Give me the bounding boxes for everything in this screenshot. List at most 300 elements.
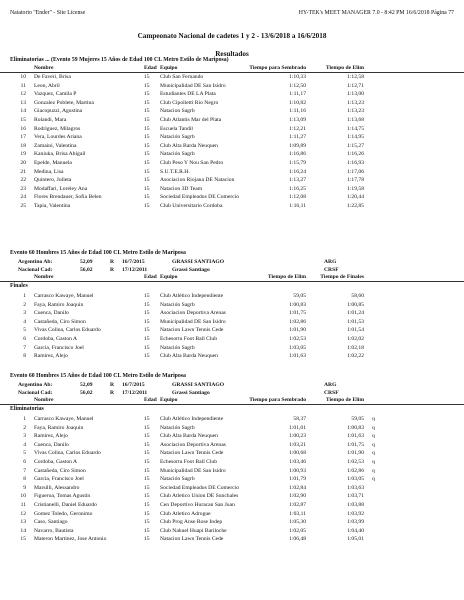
col-name-header: Nombre <box>34 274 54 280</box>
swimmer-name-cell: Figueroa, Tomas Agustín <box>34 493 91 500</box>
record-field: Grassi Santiago <box>172 390 210 396</box>
place-cell: 12 <box>20 91 26 98</box>
col-name-header: Nombre <box>34 397 54 403</box>
qualifier-mark: q <box>372 441 375 448</box>
result-time-cell: 1:16,26 <box>347 151 364 158</box>
record-field: Argentino Ab: <box>18 259 53 265</box>
record-field: CRSF <box>324 390 339 396</box>
record-field: Argentino Ab: <box>18 382 53 388</box>
swimmer-name-cell: De Faveri, Brisa <box>34 74 71 80</box>
record-field: 56,02 <box>80 267 93 273</box>
place-cell: 24 <box>20 194 26 201</box>
place-cell: 8 <box>23 353 26 360</box>
age-cell: 15 <box>144 91 150 98</box>
seed-time-cell: 1:01,75 <box>289 310 306 317</box>
swimmer-name-cell: Flores Brendauer, Sofia Belen <box>34 194 102 201</box>
result-time-cell: 1:22,85 <box>347 203 364 209</box>
result-time-cell: 1:00,85 <box>347 301 364 308</box>
swimmer-name-cell: Vera, Lourdes Ariana <box>34 134 82 141</box>
seed-time-cell: 1:01,90 <box>289 327 306 334</box>
place-cell: 20 <box>20 160 26 166</box>
age-cell: 15 <box>144 74 150 80</box>
age-cell: 15 <box>144 203 150 209</box>
seed-time-cell: 1:03,21 <box>289 441 306 448</box>
record-field: 52,09 <box>80 382 93 388</box>
table-row <box>0 301 464 309</box>
table-row <box>0 510 464 518</box>
record-argentino <box>0 381 464 389</box>
record-field: 17/12/2011 <box>122 390 148 396</box>
result-time-cell: 1:03,71 <box>347 493 364 500</box>
seed-time-cell: 1:01,63 <box>289 353 306 360</box>
place-cell: 11 <box>20 502 26 508</box>
age-cell: 15 <box>144 82 150 89</box>
result-time-cell: 1:13,00 <box>347 91 364 98</box>
col-seed-header: Tiempo de Elim <box>267 274 306 280</box>
record-field: 52,09 <box>80 259 93 265</box>
seed-time-cell: 1:02,05 <box>289 527 306 534</box>
col-name-header: Nombre <box>34 65 54 71</box>
record-field: 16/7/2015 <box>122 382 145 388</box>
qualifier-mark: q <box>372 433 375 440</box>
table-row <box>0 424 464 432</box>
table-row <box>0 99 464 107</box>
place-cell: 3 <box>23 310 26 317</box>
team-cell: Municipalidad DE San Isidro <box>160 318 226 325</box>
team-cell: Asociacion Riojana DE Natacion <box>160 177 235 184</box>
team-cell: Club Nahuel Huapi Bariloche <box>160 527 227 534</box>
place-cell: 14 <box>20 108 26 115</box>
table-row <box>0 492 464 500</box>
seed-time-cell: 1:02,86 <box>289 318 306 325</box>
table-row <box>0 432 464 440</box>
place-cell: 22 <box>20 177 26 184</box>
seed-time-cell: 1:12,21 <box>289 125 306 132</box>
table-row <box>0 193 464 201</box>
seed-time-cell: 1:01,01 <box>289 424 306 431</box>
place-cell: 23 <box>20 185 26 192</box>
team-cell: Club San Fernando <box>160 74 204 80</box>
team-cell: Municipalidad DE San Isidro <box>160 82 226 89</box>
age-cell: 15 <box>144 168 150 175</box>
result-time-cell: 1:04,40 <box>347 527 364 534</box>
place-cell: 19 <box>20 151 26 158</box>
age-cell: 15 <box>144 493 150 500</box>
result-time-cell: 1:01,53 <box>347 318 364 325</box>
age-cell: 15 <box>144 353 150 360</box>
result-time-cell: 1:01,63 <box>347 433 364 440</box>
age-cell: 15 <box>144 433 150 440</box>
team-cell: Natacion Lawn Tennis Cede <box>160 450 224 457</box>
team-cell: Asociacion Deportiva Arenas <box>160 441 226 448</box>
record-field: CRSF <box>324 267 339 273</box>
seed-time-cell: 58,37 <box>293 416 306 422</box>
result-time-cell: 1:13,68 <box>347 117 364 123</box>
finals-section-label: Finales <box>10 283 28 289</box>
table-row <box>0 352 464 360</box>
age-cell: 15 <box>144 424 150 431</box>
age-cell: 15 <box>144 318 150 325</box>
swimmer-name-cell: Gomez Toledo, Geronimo <box>34 510 93 517</box>
result-time-cell: 1:05,01 <box>347 536 364 543</box>
age-cell: 15 <box>144 293 150 299</box>
result-time-cell: 1:13,23 <box>347 108 364 115</box>
place-cell: 7 <box>23 467 26 474</box>
place-cell: 16 <box>20 125 26 132</box>
qualifier-mark: q <box>372 476 375 483</box>
age-cell: 15 <box>144 441 150 448</box>
team-cell: Club Alta Barda Neuquen <box>160 353 218 360</box>
team-cell: Natación Sagrb <box>160 344 195 351</box>
column-header-row <box>0 396 464 405</box>
age-cell: 15 <box>144 536 150 543</box>
col-seed-header: Tiempo para Sembrado <box>249 65 306 71</box>
place-cell: 14 <box>20 527 26 534</box>
place-cell: 1 <box>23 293 26 299</box>
team-cell: Club Atlantis Mar del Plata <box>160 117 222 123</box>
column-header-row <box>0 273 464 282</box>
table-row <box>0 415 464 423</box>
age-cell: 15 <box>144 185 150 192</box>
result-time-cell: 1:17,78 <box>347 177 364 184</box>
swimmer-name-cell: Modaffari, Loreley Ana <box>34 185 88 192</box>
seed-time-cell: 1:12,08 <box>289 194 306 201</box>
table-row <box>0 150 464 158</box>
result-time-cell: 1:12,58 <box>347 74 364 80</box>
result-time-cell: 1:15,27 <box>347 142 364 149</box>
result-time-cell: 1:02,22 <box>347 353 364 360</box>
place-cell: 5 <box>23 450 26 457</box>
age-cell: 15 <box>144 344 150 351</box>
seed-time-cell: 1:09,89 <box>289 142 306 149</box>
table-row <box>0 344 464 352</box>
table-row <box>0 125 464 133</box>
seed-time-cell: 1:11,17 <box>289 91 306 98</box>
col-team-header: Equipo <box>160 65 178 71</box>
swimmer-name-cell: Cordoba, Gaston A <box>34 459 78 465</box>
seed-time-cell: 1:03,11 <box>289 510 306 517</box>
result-time-cell: 1:19,58 <box>347 185 364 192</box>
age-cell: 15 <box>144 416 150 422</box>
seed-time-cell: 1:02,53 <box>289 336 306 342</box>
result-time-cell: 1:02,02 <box>347 336 364 342</box>
team-cell: Natacion Lawn Tennis Cede <box>160 536 224 543</box>
swimmer-name-cell: Vivas Colina, Carlos Eduardo <box>34 327 101 334</box>
record-field: ARG <box>324 259 337 265</box>
result-time-cell: 1:01,90 <box>347 450 364 457</box>
result-time-cell: 1:16,93 <box>347 160 364 166</box>
col-result-header: Tiempo de Elim <box>325 397 364 403</box>
result-time-cell: 59,05 <box>351 416 364 422</box>
age-cell: 15 <box>144 327 150 334</box>
age-cell: 15 <box>144 125 150 132</box>
seed-time-cell: 59,05 <box>293 293 306 299</box>
table-row <box>0 185 464 193</box>
swimmer-name-cell: Tapia, Valentina <box>34 203 71 209</box>
seed-time-cell: 1:13,27 <box>289 177 306 184</box>
seed-time-cell: 1:01,79 <box>289 476 306 483</box>
table-row <box>0 441 464 449</box>
place-cell: 10 <box>20 74 26 80</box>
swimmer-name-cell: Garcia, Francisco Joel <box>34 344 84 351</box>
table-row <box>0 90 464 98</box>
col-team-header: Equipo <box>160 397 178 403</box>
place-cell: 15 <box>20 117 26 123</box>
seed-time-cell: 1:13,09 <box>289 117 306 123</box>
age-cell: 15 <box>144 310 150 317</box>
swimmer-name-cell: Giacopuzzi, Agustina <box>34 108 83 115</box>
record-field: 56,02 <box>80 390 93 396</box>
result-time-cell: 1:12,71 <box>347 82 364 89</box>
age-cell: 15 <box>144 99 150 106</box>
age-cell: 15 <box>144 484 150 491</box>
place-cell: 17 <box>20 134 26 141</box>
results-heading: Resultados <box>215 50 249 58</box>
place-cell: 2 <box>23 424 26 431</box>
result-time-cell: 1:01,75 <box>347 441 364 448</box>
swimmer-name-cell: Vazquez, Camila P <box>34 91 77 98</box>
team-cell: Club Atletico Adrogue <box>160 510 211 517</box>
table-row <box>0 501 464 509</box>
seed-time-cell: 1:00,68 <box>289 450 306 457</box>
record-field: R <box>110 267 115 273</box>
swimmer-name-cell: Faya, Ramiro Joaquin <box>34 301 84 308</box>
place-cell: 18 <box>20 142 26 149</box>
seed-time-cell: 1:16,24 <box>289 168 306 175</box>
table-row <box>0 318 464 326</box>
license-text: Natatorio "Ender" - Site License <box>10 10 86 16</box>
seed-time-cell: 1:03,46 <box>289 459 306 465</box>
age-cell: 15 <box>144 527 150 534</box>
team-cell: Asociacion Deportiva Arenas <box>160 310 226 317</box>
place-cell: 2 <box>23 301 26 308</box>
seed-time-cell: 1:16,25 <box>289 185 306 192</box>
place-cell: 6 <box>23 336 26 342</box>
swimmer-name-cell: Faya, Ramiro Joaquin <box>34 424 84 431</box>
result-time-cell: 1:03,88 <box>347 502 364 508</box>
team-cell: Natación Sagrb <box>160 424 195 431</box>
swimmer-name-cell: Epelde, Manuela <box>34 160 72 166</box>
seed-time-cell: 1:12,50 <box>289 82 306 89</box>
seed-time-cell: 1:05,30 <box>289 519 306 526</box>
record-field: R <box>110 259 115 265</box>
swimmer-name-cell: Marsilli, Alessandro <box>34 484 80 491</box>
record-field: 17/12/2011 <box>122 267 148 273</box>
col-result-header: Tiempo de Finales <box>320 274 364 280</box>
team-cell: Natación Sagrb <box>160 476 195 483</box>
col-team-header: Equipo <box>160 274 178 280</box>
col-age-header: Edad <box>144 397 157 403</box>
qualifier-mark: q <box>372 416 375 422</box>
swimmer-name-cell: Materon Martinez, Jose Antonio <box>34 536 107 543</box>
team-cell: Estudiantes DE LA Plata <box>160 91 216 98</box>
swimmer-name-cell: Garcia, Francisco Joel <box>34 476 84 483</box>
result-time-cell: 1:01,54 <box>347 327 364 334</box>
table-row <box>0 142 464 150</box>
swimmer-name-cell: Cristianelli, Daniel Eduardo <box>34 502 97 508</box>
age-cell: 15 <box>144 177 150 184</box>
team-cell: Municipalidad DE San Isidro <box>160 467 226 474</box>
age-cell: 15 <box>144 151 150 158</box>
table-row <box>0 518 464 526</box>
swimmer-name-cell: Medina, Lisa <box>34 168 64 175</box>
team-cell: Club Prog Anse Rose Indep <box>160 519 223 526</box>
record-field: GRASSI SANTIAGO <box>172 259 225 265</box>
table-row <box>0 475 464 483</box>
result-time-cell: 1:01,24 <box>347 310 364 317</box>
event60-prelims-title: Evento 60 Hombres 15 Años de Edad 100 CL Metro Estilo de Mariposa <box>10 373 186 379</box>
record-field: ARG <box>324 382 337 388</box>
result-time-cell: 1:00,83 <box>347 424 364 431</box>
table-row <box>0 309 464 317</box>
team-cell: Club Universitario Cordoba <box>160 203 223 209</box>
result-time-cell: 1:03,92 <box>347 510 364 517</box>
place-cell: 7 <box>23 344 26 351</box>
table-row <box>0 484 464 492</box>
place-cell: 5 <box>23 327 26 334</box>
place-cell: 15 <box>20 536 26 543</box>
age-cell: 15 <box>144 510 150 517</box>
team-cell: Natacion 3D Team <box>160 185 203 192</box>
team-cell: Club Atlético Independiente <box>160 293 224 299</box>
qualifier-mark: q <box>372 467 375 474</box>
seed-time-cell: 1:11,27 <box>289 134 306 141</box>
team-cell: Cen Deportivo Huracan San Juan <box>160 502 235 508</box>
team-cell: Sociedad Empleados DE Comercio <box>160 484 240 491</box>
team-cell: Club Atlético Independiente <box>160 416 224 422</box>
record-field: GRASSI SANTIAGO <box>172 382 225 388</box>
table-row <box>0 73 464 81</box>
team-cell: S.U.T.E.R.H. <box>160 168 190 175</box>
swimmer-name-cell: Cuenca, Danilo <box>34 310 69 317</box>
seed-time-cell: 1:10,33 <box>289 74 306 80</box>
record-field: Nacional Cad: <box>18 390 53 396</box>
table-row <box>0 168 464 176</box>
result-time-cell: 1:13,23 <box>347 99 364 106</box>
seed-time-cell: 1:16,11 <box>289 203 306 209</box>
age-cell: 15 <box>144 336 150 342</box>
age-cell: 15 <box>144 134 150 141</box>
place-cell: 13 <box>20 519 26 526</box>
record-field: 16/7/2015 <box>122 259 145 265</box>
result-time-cell: 1:03,05 <box>347 476 364 483</box>
place-cell: 13 <box>20 99 26 106</box>
result-time-cell: 1:17,06 <box>347 168 364 175</box>
table-row <box>0 449 464 457</box>
place-cell: 4 <box>23 318 26 325</box>
seed-time-cell: 1:02,90 <box>289 493 306 500</box>
record-field: R <box>110 382 115 388</box>
record-argentino <box>0 258 464 266</box>
swimmer-name-cell: Ramirez, Alejo <box>34 353 68 360</box>
result-time-cell: 1:03,99 <box>347 519 364 526</box>
place-cell: 1 <box>23 416 26 422</box>
age-cell: 15 <box>144 519 150 526</box>
place-cell: 6 <box>23 459 26 465</box>
seed-time-cell: 1:00,83 <box>289 301 306 308</box>
swimmer-name-cell: Navarro, Bautista <box>34 527 74 534</box>
col-age-header: Edad <box>144 274 157 280</box>
age-cell: 15 <box>144 194 150 201</box>
table-row <box>0 176 464 184</box>
table-row <box>0 527 464 535</box>
team-cell: Sociedad Empleados DE Comercio <box>160 194 240 201</box>
table-row <box>0 535 464 543</box>
age-cell: 15 <box>144 142 150 149</box>
age-cell: 15 <box>144 459 150 465</box>
place-cell: 25 <box>20 203 26 209</box>
table-row <box>0 107 464 115</box>
age-cell: 15 <box>144 108 150 115</box>
swimmer-name-cell: Vivas Colina, Carlos Eduardo <box>34 450 101 457</box>
table-row <box>0 202 464 210</box>
table-row <box>0 159 464 167</box>
result-time-cell: 1:14,95 <box>347 134 364 141</box>
team-cell: Club Alta Barda Neuquen <box>160 142 218 149</box>
record-field: Grassi Santiago <box>172 267 210 273</box>
swimmer-name-cell: Kaniuka, Brisa Abigail <box>34 151 86 158</box>
team-cell: Club Cipolletti Rio Negro <box>160 99 219 106</box>
result-time-cell: 1:20,44 <box>347 194 364 201</box>
age-cell: 15 <box>144 450 150 457</box>
age-cell: 15 <box>144 160 150 166</box>
seed-time-cell: 1:03,05 <box>289 344 306 351</box>
swimmer-name-cell: Leon, Abril <box>34 82 60 89</box>
age-cell: 15 <box>144 301 150 308</box>
seed-time-cell: 1:16,86 <box>289 151 306 158</box>
place-cell: 3 <box>23 433 26 440</box>
col-seed-header: Tiempo para Sembrado <box>249 397 306 403</box>
team-cell: Echesortu Foot Ball Club <box>160 459 218 465</box>
swimmer-name-cell: Castañeda, Ciro Simon <box>34 318 86 325</box>
result-time-cell: 1:03,63 <box>347 484 364 491</box>
record-field: R <box>110 390 115 396</box>
seed-time-cell: 1:10,82 <box>289 99 306 106</box>
swimmer-name-cell: Caso, Santiago <box>34 519 68 526</box>
table-row <box>0 292 464 300</box>
table-row <box>0 458 464 466</box>
swimmer-name-cell: Gonzalez Poblete, Martina <box>34 99 94 106</box>
swimmer-name-cell: Carrasco Kawaye, Manuel <box>34 416 94 422</box>
place-cell: 9 <box>23 484 26 491</box>
prelims-section-label: Eliminatorias <box>10 406 44 412</box>
seed-time-cell: 1:02,84 <box>289 484 306 491</box>
team-cell: Escuela Tandil <box>160 125 193 132</box>
table-row <box>0 326 464 334</box>
seed-time-cell: 1:02,87 <box>289 502 306 508</box>
swimmer-name-cell: Cordoba, Gaston A <box>34 336 78 342</box>
swimmer-name-cell: Castañeda, Ciro Simon <box>34 467 86 474</box>
column-header-row <box>0 64 464 73</box>
table-row <box>0 82 464 90</box>
table-row <box>0 335 464 343</box>
result-time-cell: 1:02,86 <box>347 467 364 474</box>
result-time-cell: 1:14,75 <box>347 125 364 132</box>
seed-time-cell: 1:15,79 <box>289 160 306 166</box>
event59-title: Eliminatorias ... (Evento 59 Mujeres 15 Años de Edad 100 CL Metro Estilo de Mariposa) <box>10 57 229 63</box>
age-cell: 15 <box>144 476 150 483</box>
qualifier-mark: q <box>372 459 375 465</box>
team-cell: Natacion Lawn Tennis Cede <box>160 327 224 334</box>
software-stamp: HY-TEK's MEET MANAGER 7.0 - 8:42 PM 16/6/2018 Página 77 <box>298 10 454 16</box>
place-cell: 4 <box>23 441 26 448</box>
seed-time-cell: 1:06,48 <box>289 536 306 543</box>
col-result-header: Tiempo de Elim <box>325 65 364 71</box>
result-time-cell: 1:02,53 <box>347 459 364 465</box>
swimmer-name-cell: Rolandi, Mara <box>34 117 67 123</box>
qualifier-mark: q <box>372 450 375 457</box>
team-cell: Natación Sagrb <box>160 301 195 308</box>
